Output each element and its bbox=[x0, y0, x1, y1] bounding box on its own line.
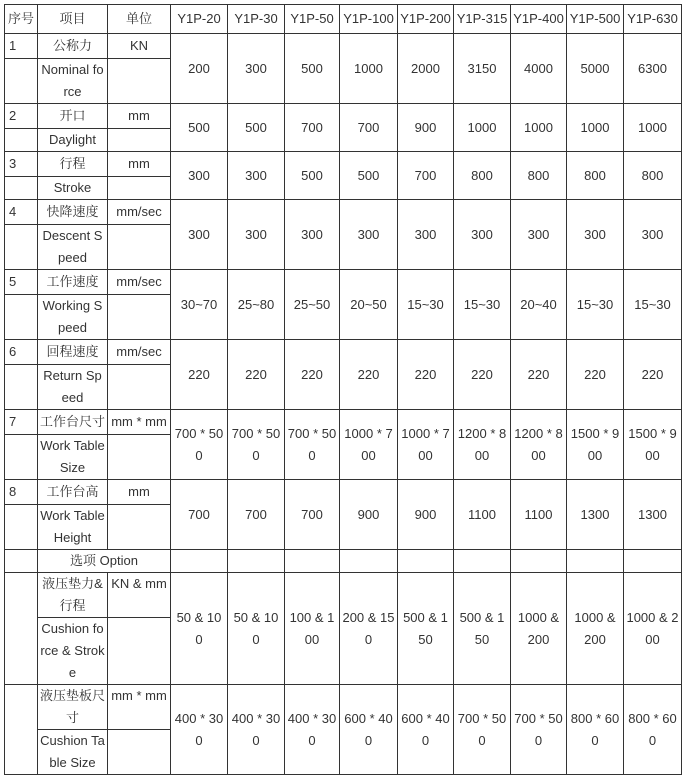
unit-cell: mm/sec bbox=[108, 270, 171, 295]
value-cell: 300 bbox=[171, 200, 228, 270]
value-cell: 20~40 bbox=[511, 270, 567, 340]
option-unit-empty bbox=[108, 730, 171, 775]
value-cell: 220 bbox=[340, 340, 398, 410]
row-number: 2 bbox=[5, 104, 38, 129]
value-cell: 220 bbox=[454, 340, 511, 410]
option-value-cell: 500 & 150 bbox=[398, 573, 454, 685]
unit-empty bbox=[108, 59, 171, 104]
value-cell: 1000 bbox=[567, 104, 624, 152]
header-model: Y1P-100 bbox=[340, 5, 398, 34]
options-title: 选项 Option bbox=[38, 550, 171, 573]
value-cell: 300 bbox=[228, 34, 285, 104]
header-unit: 单位 bbox=[108, 5, 171, 34]
option-value-cell: 400 * 300 bbox=[285, 685, 340, 775]
value-cell: 5000 bbox=[567, 34, 624, 104]
item-name-cn: 快降速度 bbox=[38, 200, 108, 225]
row-number: 6 bbox=[5, 340, 38, 365]
value-cell: 1100 bbox=[454, 480, 511, 550]
value-cell: 300 bbox=[285, 200, 340, 270]
options-title-row bbox=[5, 550, 682, 573]
row-number: 1 bbox=[5, 34, 38, 59]
option-value-cell: 400 * 300 bbox=[228, 685, 285, 775]
header-model: Y1P-20 bbox=[171, 5, 228, 34]
item-name-cn: 工作台尺寸 bbox=[38, 410, 108, 435]
option-unit: mm * mm bbox=[108, 685, 171, 730]
spec-table-body bbox=[5, 5, 682, 775]
item-name-en: Stroke bbox=[38, 177, 108, 200]
item-name-cn: 工作速度 bbox=[38, 270, 108, 295]
spec-row bbox=[5, 34, 682, 59]
options-empty-cell bbox=[454, 550, 511, 573]
unit-empty bbox=[108, 435, 171, 480]
value-cell: 700 bbox=[228, 480, 285, 550]
header-model: Y1P-50 bbox=[285, 5, 340, 34]
header-row bbox=[5, 5, 682, 34]
value-cell: 25~50 bbox=[285, 270, 340, 340]
spec-row bbox=[5, 340, 682, 365]
value-cell: 25~80 bbox=[228, 270, 285, 340]
option-value-cell: 1000 & 200 bbox=[624, 573, 682, 685]
unit-cell: KN bbox=[108, 34, 171, 59]
value-cell: 220 bbox=[228, 340, 285, 410]
option-value-cell: 800 * 600 bbox=[567, 685, 624, 775]
unit-cell: mm * mm bbox=[108, 410, 171, 435]
value-cell: 300 bbox=[228, 200, 285, 270]
row-number-empty bbox=[5, 295, 38, 340]
options-empty-cell bbox=[340, 550, 398, 573]
value-cell: 800 bbox=[511, 152, 567, 200]
unit-empty bbox=[108, 295, 171, 340]
value-cell: 1300 bbox=[624, 480, 682, 550]
value-cell: 1000 bbox=[511, 104, 567, 152]
unit-empty bbox=[108, 365, 171, 410]
value-cell: 30~70 bbox=[171, 270, 228, 340]
value-cell: 2000 bbox=[398, 34, 454, 104]
header-model: Y1P-30 bbox=[228, 5, 285, 34]
item-name-en: Work Table Height bbox=[38, 505, 108, 550]
spec-table bbox=[4, 4, 682, 775]
option-value-cell: 800 * 600 bbox=[624, 685, 682, 775]
unit-empty bbox=[108, 505, 171, 550]
unit-cell: mm/sec bbox=[108, 340, 171, 365]
row-number-empty bbox=[5, 59, 38, 104]
unit-cell: mm bbox=[108, 152, 171, 177]
option-name-en: Cushion Table Size bbox=[38, 730, 108, 775]
option-value-cell: 1000 & 200 bbox=[567, 573, 624, 685]
value-cell: 700 * 500 bbox=[285, 410, 340, 480]
item-name-cn: 行程 bbox=[38, 152, 108, 177]
value-cell: 15~30 bbox=[454, 270, 511, 340]
value-cell: 500 bbox=[285, 152, 340, 200]
item-name-en: Work Table Size bbox=[38, 435, 108, 480]
spec-row bbox=[5, 410, 682, 435]
options-empty-cell bbox=[285, 550, 340, 573]
value-cell: 700 bbox=[285, 104, 340, 152]
value-cell: 1200 * 800 bbox=[511, 410, 567, 480]
option-name-en: Cushion force & Stroke bbox=[38, 618, 108, 685]
header-model: Y1P-500 bbox=[567, 5, 624, 34]
value-cell: 15~30 bbox=[567, 270, 624, 340]
option-value-cell: 1000 & 200 bbox=[511, 573, 567, 685]
unit-empty bbox=[108, 129, 171, 152]
unit-empty bbox=[108, 177, 171, 200]
value-cell: 500 bbox=[340, 152, 398, 200]
value-cell: 500 bbox=[228, 104, 285, 152]
option-value-cell: 100 & 100 bbox=[285, 573, 340, 685]
value-cell: 1300 bbox=[567, 480, 624, 550]
options-empty-cell bbox=[398, 550, 454, 573]
value-cell: 1000 bbox=[340, 34, 398, 104]
value-cell: 200 bbox=[171, 34, 228, 104]
option-unit: KN & mm bbox=[108, 573, 171, 618]
row-number: 3 bbox=[5, 152, 38, 177]
value-cell: 500 bbox=[285, 34, 340, 104]
header-model: Y1P-315 bbox=[454, 5, 511, 34]
value-cell: 300 bbox=[398, 200, 454, 270]
option-seq-empty bbox=[5, 573, 38, 685]
value-cell: 800 bbox=[454, 152, 511, 200]
row-number-empty bbox=[5, 129, 38, 152]
option-value-cell: 700 * 500 bbox=[511, 685, 567, 775]
value-cell: 220 bbox=[624, 340, 682, 410]
value-cell: 1000 bbox=[454, 104, 511, 152]
value-cell: 900 bbox=[398, 104, 454, 152]
option-value-cell: 400 * 300 bbox=[171, 685, 228, 775]
option-value-cell: 200 & 150 bbox=[340, 573, 398, 685]
value-cell: 700 bbox=[398, 152, 454, 200]
value-cell: 6300 bbox=[624, 34, 682, 104]
row-number-empty bbox=[5, 177, 38, 200]
options-empty-cell bbox=[624, 550, 682, 573]
value-cell: 700 bbox=[285, 480, 340, 550]
value-cell: 800 bbox=[624, 152, 682, 200]
spec-row bbox=[5, 104, 682, 129]
item-name-cn: 回程速度 bbox=[38, 340, 108, 365]
value-cell: 300 bbox=[624, 200, 682, 270]
row-number: 4 bbox=[5, 200, 38, 225]
row-number-empty bbox=[5, 225, 38, 270]
header-model: Y1P-630 bbox=[624, 5, 682, 34]
value-cell: 20~50 bbox=[340, 270, 398, 340]
option-value-cell: 700 * 500 bbox=[454, 685, 511, 775]
value-cell: 1500 * 900 bbox=[624, 410, 682, 480]
value-cell: 220 bbox=[171, 340, 228, 410]
unit-cell: mm bbox=[108, 480, 171, 505]
value-cell: 300 bbox=[454, 200, 511, 270]
row-number-empty bbox=[5, 365, 38, 410]
header-model: Y1P-400 bbox=[511, 5, 567, 34]
spec-row bbox=[5, 480, 682, 505]
item-name-en: Working Speed bbox=[38, 295, 108, 340]
value-cell: 1000 bbox=[624, 104, 682, 152]
value-cell: 15~30 bbox=[398, 270, 454, 340]
value-cell: 300 bbox=[511, 200, 567, 270]
header-seq: 序号 bbox=[5, 5, 38, 34]
value-cell: 1200 * 800 bbox=[454, 410, 511, 480]
option-value-cell: 500 & 150 bbox=[454, 573, 511, 685]
item-name-cn: 开口 bbox=[38, 104, 108, 129]
value-cell: 800 bbox=[567, 152, 624, 200]
unit-cell: mm bbox=[108, 104, 171, 129]
value-cell: 4000 bbox=[511, 34, 567, 104]
unit-empty bbox=[108, 225, 171, 270]
value-cell: 15~30 bbox=[624, 270, 682, 340]
value-cell: 700 bbox=[340, 104, 398, 152]
header-item: 项目 bbox=[38, 5, 108, 34]
value-cell: 900 bbox=[398, 480, 454, 550]
value-cell: 300 bbox=[171, 152, 228, 200]
option-unit-empty bbox=[108, 618, 171, 685]
option-row bbox=[5, 685, 682, 730]
unit-cell: mm/sec bbox=[108, 200, 171, 225]
row-number: 7 bbox=[5, 410, 38, 435]
row-number-empty bbox=[5, 435, 38, 480]
value-cell: 220 bbox=[567, 340, 624, 410]
option-name-cn: 液压垫力&行程 bbox=[38, 573, 108, 618]
options-empty-cell bbox=[228, 550, 285, 573]
option-row bbox=[5, 573, 682, 618]
value-cell: 1000 * 700 bbox=[340, 410, 398, 480]
spec-row bbox=[5, 152, 682, 177]
value-cell: 1000 * 700 bbox=[398, 410, 454, 480]
options-seq-empty bbox=[5, 550, 38, 573]
option-name-cn: 液压垫板尺寸 bbox=[38, 685, 108, 730]
option-value-cell: 600 * 400 bbox=[340, 685, 398, 775]
item-name-en: Return Speed bbox=[38, 365, 108, 410]
value-cell: 300 bbox=[340, 200, 398, 270]
value-cell: 700 * 500 bbox=[228, 410, 285, 480]
value-cell: 300 bbox=[567, 200, 624, 270]
value-cell: 1100 bbox=[511, 480, 567, 550]
option-seq-empty bbox=[5, 685, 38, 775]
row-number-empty bbox=[5, 505, 38, 550]
option-value-cell: 50 & 100 bbox=[228, 573, 285, 685]
row-number: 8 bbox=[5, 480, 38, 505]
value-cell: 220 bbox=[398, 340, 454, 410]
item-name-en: Descent Speed bbox=[38, 225, 108, 270]
item-name-en: Nominal force bbox=[38, 59, 108, 104]
value-cell: 700 * 500 bbox=[171, 410, 228, 480]
item-name-cn: 公称力 bbox=[38, 34, 108, 59]
option-value-cell: 600 * 400 bbox=[398, 685, 454, 775]
spec-row bbox=[5, 200, 682, 225]
header-model: Y1P-200 bbox=[398, 5, 454, 34]
value-cell: 220 bbox=[511, 340, 567, 410]
value-cell: 3150 bbox=[454, 34, 511, 104]
options-empty-cell bbox=[567, 550, 624, 573]
value-cell: 700 bbox=[171, 480, 228, 550]
value-cell: 300 bbox=[228, 152, 285, 200]
value-cell: 900 bbox=[340, 480, 398, 550]
item-name-en: Daylight bbox=[38, 129, 108, 152]
value-cell: 220 bbox=[285, 340, 340, 410]
options-empty-cell bbox=[171, 550, 228, 573]
value-cell: 500 bbox=[171, 104, 228, 152]
value-cell: 1500 * 900 bbox=[567, 410, 624, 480]
option-value-cell: 50 & 100 bbox=[171, 573, 228, 685]
row-number: 5 bbox=[5, 270, 38, 295]
item-name-cn: 工作台高 bbox=[38, 480, 108, 505]
spec-row bbox=[5, 270, 682, 295]
options-empty-cell bbox=[511, 550, 567, 573]
